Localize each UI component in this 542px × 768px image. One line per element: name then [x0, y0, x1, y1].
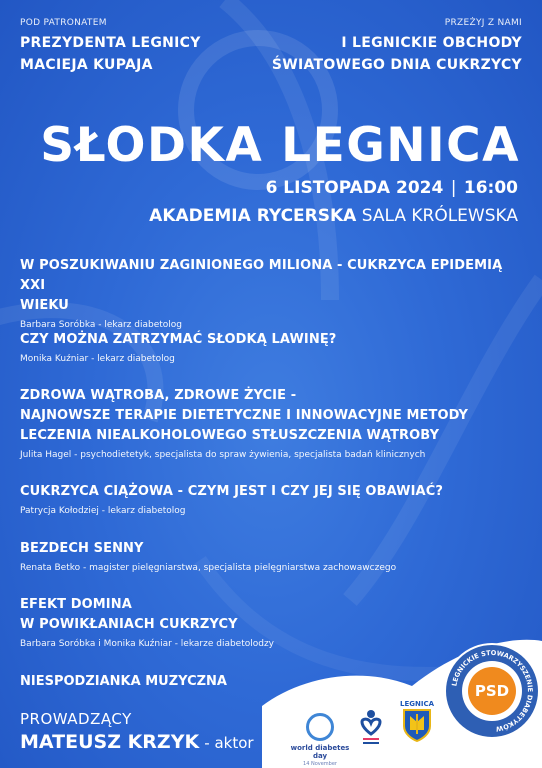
event-time: 16:00: [463, 178, 518, 198]
invite-line-2: ŚWIATOWEGO DNIA CUKRZYCY: [271, 57, 522, 73]
music-surprise: NIESPODZIANKA MUZYCZNA: [20, 674, 227, 689]
talk-item: [20, 256, 510, 330]
blue-circle-icon: [306, 713, 334, 741]
talk-title-line: CUKRZYCA CIĄŻOWA - CZYM JEST I CZY JEJ SIĘ OBAWIAĆ?: [20, 484, 443, 499]
event-title: SŁODKA LEGNICA: [40, 118, 520, 173]
talk-title-line: CZY MOŻNA ZATRZYMAĆ SŁODKĄ LAWINĘ?: [20, 332, 337, 347]
invite-block: [272, 18, 522, 74]
invite-line-1: I LEGNICKIE OBCHODY: [341, 35, 522, 51]
talk-item: [20, 482, 510, 516]
psd-inner-circle: [462, 661, 522, 721]
talk-title-line: LECZENIA NIEALKOHOLOWEGO STŁUSZCZENIA WĄTROBY: [20, 428, 440, 443]
patronage-line-1: PREZYDENTA LEGNICY: [20, 35, 201, 51]
talk-speaker: Barbara Sorόbka i Monika Kuźniar - lekarze diabetolodzy: [20, 639, 275, 649]
talk-title-line: WIEKU: [20, 298, 69, 313]
talk-item: [20, 539, 510, 573]
patronage-block: [20, 18, 201, 74]
talk-speaker: Monika Kuźniar - lekarz diabetolog: [20, 354, 175, 364]
talk-title-line: NAJNOWSZE TERAPIE DIETETYCZNE I INNOWACYJNE METODY: [20, 408, 469, 423]
patronage-line-2: MACIEJA KUPAJA: [20, 57, 153, 73]
wdd-text: world diabetes day: [290, 744, 350, 760]
host-name: MATEUSZ KRZYK: [20, 731, 200, 753]
talk-title-line: EFEKT DOMINA: [20, 597, 132, 612]
host-role: - aktor: [204, 734, 254, 752]
patronage-label: POD PATRONATEM: [20, 18, 107, 28]
svg-text:LEGNICKIE STOWARZYSZENIE DIABE: LEGNICKIE STOWARZYSZENIE DIABETYKÓW: [450, 648, 535, 733]
venue-main: AKADEMIA RYCERSKA: [149, 206, 357, 226]
psd-text: PSD: [468, 667, 516, 715]
date-separator: |: [445, 178, 462, 198]
host-label: PROWADZĄCY: [20, 710, 132, 728]
venue-room: SALA KRÓLEWSKA: [361, 206, 518, 226]
talk-item: [20, 386, 510, 460]
host-line: [20, 731, 254, 753]
heart-ribbon-logo-icon: [358, 708, 384, 748]
world-diabetes-day-logo: [290, 713, 350, 767]
invite-label: PRZEŻYJ Z NAMI: [444, 18, 522, 28]
talk-title-line: BEZDECH SENNY: [20, 541, 144, 556]
event-date: 6 LISTOPADA 2024: [265, 178, 444, 198]
talk-speaker: Renata Betko - magister pielęgniarstwa, specjalista pielęgniarstwa zachowawczego: [20, 563, 397, 573]
talk-speaker: Patrycja Kołodziej - lekarz diabetolog: [20, 506, 186, 516]
event-date-time: [266, 178, 518, 198]
event-venue: [149, 206, 518, 226]
talk-speaker: Julita Hagel - psychodietetyk, specjalista do spraw żywienia, specjalista badań klinicznych: [20, 450, 426, 460]
talk-speaker: Barbara Sorόbka - lekarz diabetolog: [20, 320, 182, 330]
talk-title-line: W POSZUKIWANIU ZAGINIONEGO MILIONA - CUKRZYCA EPIDEMIĄ XXI: [20, 258, 503, 293]
talk-title-line: ZDROWA WĄTROBA, ZDROWE ŻYCIE -: [20, 388, 297, 403]
talk-item: [20, 330, 510, 364]
coat-of-arms-shield-icon: [402, 708, 432, 742]
legnica-logo-text: LEGNICA: [400, 700, 435, 708]
legnica-coat-of-arms-logo: [400, 700, 434, 746]
psd-association-logo: [444, 643, 540, 739]
wdd-subtext: 14 November: [303, 761, 337, 767]
talk-title-line: W POWIKŁANIACH CUKRZYCY: [20, 617, 238, 632]
